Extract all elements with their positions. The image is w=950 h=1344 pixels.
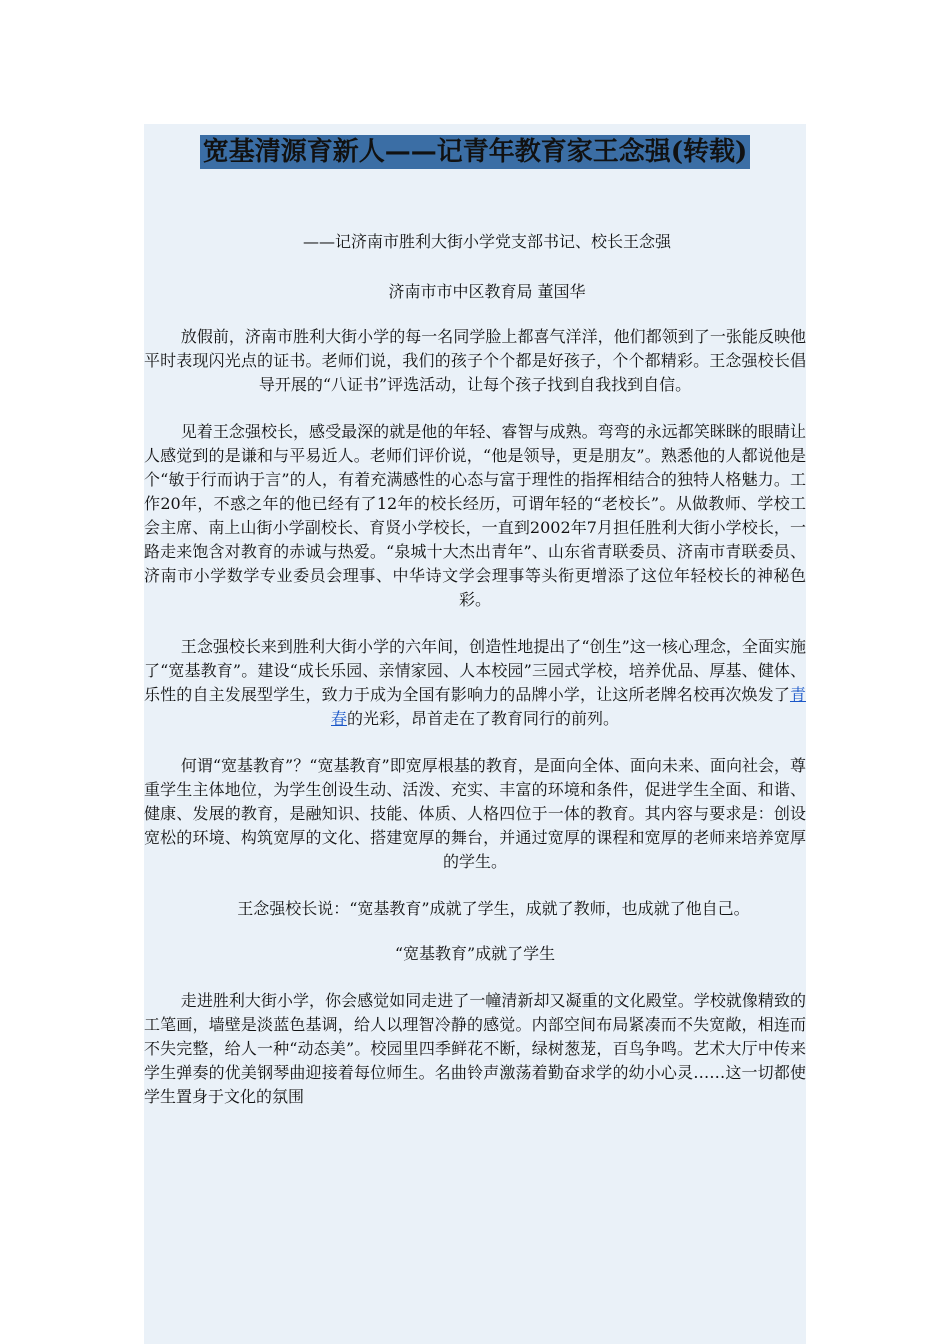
paragraph-3 [144,635,806,731]
title-wrapper [144,124,806,169]
paragraph-3-text-start: 王念强校长来到胜利大街小学的六年间，创造性地提出了“创生”这一核心理念，全面实施了“宽基教育”。建设“成长乐园、亲情家园、人本校园”三园式学校，培养优品、厚基、健体、乐性的自主发展型学生，致力于成为全国有影响力的品牌小学，让这所老牌名校再次焕发了 [144,637,806,704]
article-body [144,124,806,1344]
paragraph-3-text-end: 的光彩，昂首走在了教育同行的前列。 [347,709,620,728]
article-title: 宽基清源育新人——记青年教育家王念强(转载) [200,135,751,169]
article-author: 济南市市中区教育局 董国华 [388,282,586,301]
paragraph-2: 见着王念强校长，感受最深的就是他的年轻、睿智与成熟。弯弯的永远都笑眯眯的眼睛让人感觉到的是谦和与平易近人。老师们评价说，“他是领导，更是朋友”。熟悉他的人都说他是个“敏于行而讷于言”的人，有着充满感性的心态与富于理性的指挥相结合的独特人格魅力。工作20年，不惑之年的他已经有了12年的校长经历，可谓年轻的“老校长”。从做教师、学校工会主席、南上山街小学副校长、育贤小学校长，一直到2002年7月担任胜利大街小学校长，一路走来饱含对教育的赤诚与热爱。“泉城十大杰出青年”、山东省青联委员、济南市青联委员、济南市小学数学专业委员会理事、中华诗文学会理事等头衔更增添了这位年轻校长的神秘色彩。 [144,422,806,609]
youth-link[interactable]: 青春 [330,685,806,728]
article-subtitle: ——记济南市胜利大街小学党支部书记、校长王念强 [302,232,671,251]
paragraph-6: 走进胜利大街小学，你会感觉如同走进了一幢清新却又凝重的文化殿堂。学校就像精致的工笔画，墙壁是淡蓝色基调，给人以理智冷静的感觉。内部空间布局紧凑而不失宽敞，相连而不失完整，给人一种“动态美”。校园里四季鲜花不断，绿树葱茏，百鸟争鸣。艺术大厅中传来学生弹奏的优美钢琴曲迎接着每位师生。名曲铃声激荡着勤奋求学的幼小心灵……这一切都使学生置身于文化的氛围 [144,991,806,1106]
section-heading: “宽基教育”成就了学生 [394,944,556,963]
paragraph-4: 何谓“宽基教育”？“宽基教育”即宽厚根基的教育，是面向全体、面向未来、面向社会，尊重学生主体地位，为学生创设生动、活泼、充实、丰富的环境和条件，促进学生全面、和谐、健康、发展的教育，是融知识、技能、体质、人格四位于一体的教育。其内容与要求是：创设宽松的环境、构筑宽厚的文化、搭建宽厚的舞台，并通过宽厚的课程和宽厚的老师来培养宽厚的学生。 [144,756,806,871]
paragraph-5: 王念强校长说：“宽基教育”成就了学生，成就了教师，也成就了他自己。 [237,899,750,918]
paragraph-1: 放假前，济南市胜利大街小学的每一名同学脸上都喜气洋洋，他们都领到了一张能反映他平时表现闪光点的证书。老师们说，我们的孩子个个都是好孩子，个个都精彩。王念强校长倡导开展的“八证书”评选活动，让每个孩子找到自我找到自信。 [144,327,806,394]
